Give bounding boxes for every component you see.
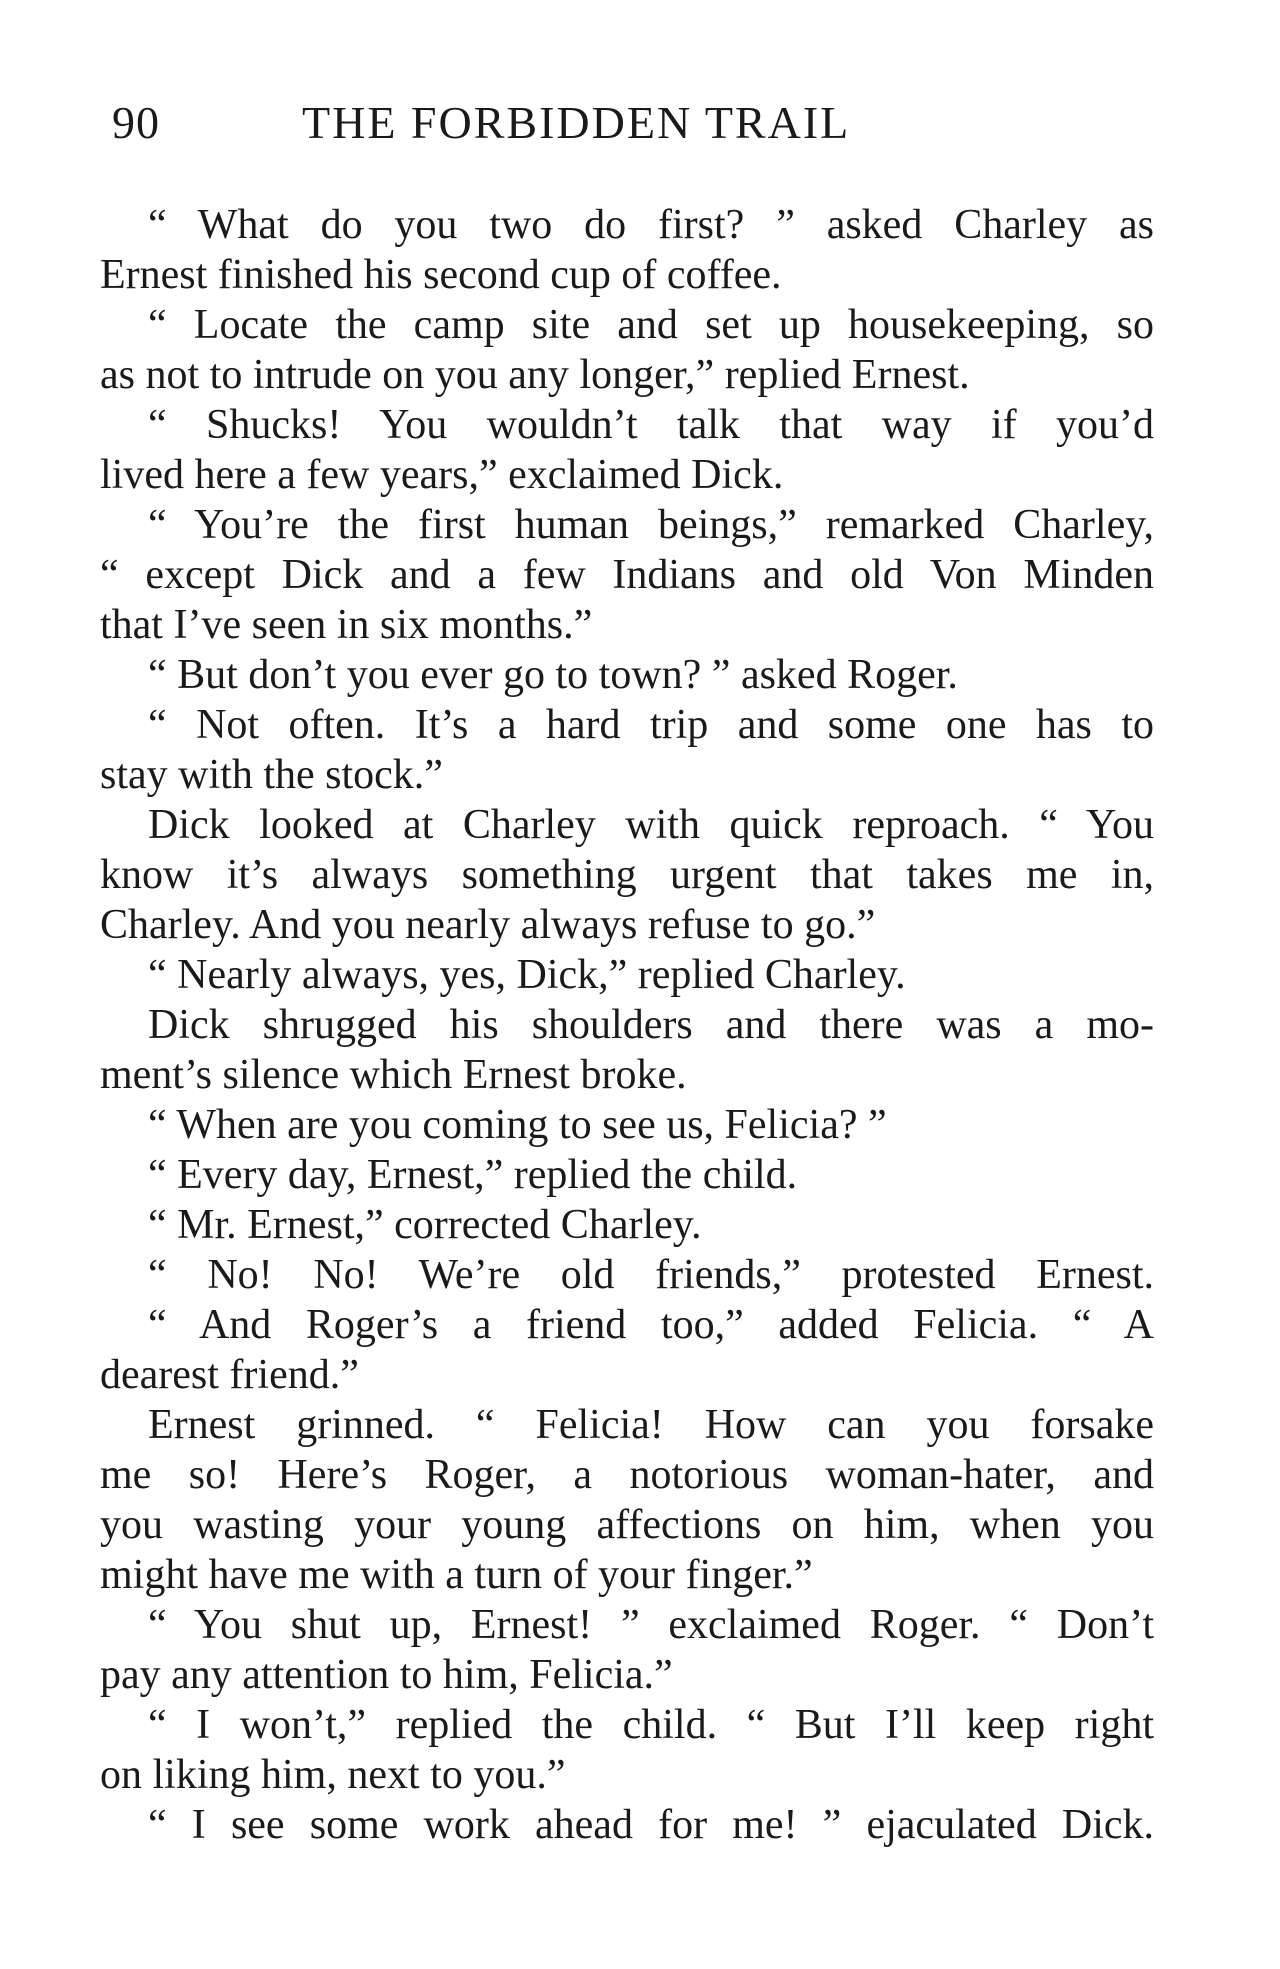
text-line: “ You shut up, Ernest! ” exclaimed Roger. “ Don’t — [148, 1602, 1154, 1648]
page-number: 90 — [112, 97, 160, 148]
text-line: pay any attention to him, Felicia.” — [100, 1652, 673, 1698]
text-line: “ Not often. It’s a hard trip and some one has to — [148, 702, 1154, 748]
running-title: THE FORBIDDEN TRAIL — [302, 97, 851, 148]
text-line: “ And Roger’s a friend too,” added Felicia. “ A — [148, 1302, 1154, 1348]
text-line: “ Nearly always, yes, Dick,” replied Charley. — [148, 952, 906, 998]
text-line: on liking him, next to you.” — [100, 1752, 566, 1798]
text-line: you wasting your young affections on him, when you — [100, 1502, 1154, 1548]
page-header — [100, 96, 1200, 156]
text-line: “ Every day, Ernest,” replied the child. — [148, 1152, 798, 1198]
text-line: “ Locate the camp site and set up housekeeping, so — [148, 302, 1154, 348]
text-line: “ No! No! We’re old friends,” protested Ernest. — [148, 1252, 1154, 1298]
text-line: me so! Here’s Roger, a notorious woman-hater, and — [100, 1452, 1154, 1498]
text-line: stay with the stock.” — [100, 752, 443, 798]
text-line: “ I won’t,” replied the child. “ But I’ll keep right — [148, 1702, 1154, 1748]
body-text — [100, 200, 1154, 1850]
text-line: “ I see some work ahead for me! ” ejaculated Dick. — [148, 1802, 1154, 1848]
text-line: as not to intrude on you any longer,” replied Ernest. — [100, 352, 970, 398]
text-line: Charley. And you nearly always refuse to go.” — [100, 902, 876, 948]
text-line: “ You’re the first human beings,” remarked Charley, — [148, 502, 1154, 548]
text-line: “ except Dick and a few Indians and old Von Minden — [100, 552, 1154, 598]
text-line: “ What do you two do first? ” asked Charley as — [148, 202, 1154, 248]
text-line: ment’s silence which Ernest broke. — [100, 1052, 687, 1098]
text-line: know it’s always something urgent that takes me in, — [100, 852, 1154, 898]
text-line: “ But don’t you ever go to town? ” asked Roger. — [148, 652, 958, 698]
text-line: “ Shucks! You wouldn’t talk that way if you’d — [148, 402, 1154, 448]
text-line: Ernest grinned. “ Felicia! How can you forsake — [148, 1402, 1154, 1448]
text-line: dearest friend.” — [100, 1352, 359, 1398]
text-line: Dick shrugged his shoulders and there was a mo- — [148, 1002, 1154, 1048]
text-line: “ Mr. Ernest,” corrected Charley. — [148, 1202, 702, 1248]
text-line: lived here a few years,” exclaimed Dick. — [100, 452, 784, 498]
text-line: might have me with a turn of your finger.” — [100, 1552, 813, 1598]
text-line: Ernest finished his second cup of coffee. — [100, 252, 782, 298]
text-line: “ When are you coming to see us, Felicia? ” — [148, 1102, 887, 1148]
text-line: that I’ve seen in six months.” — [100, 602, 593, 648]
text-line: Dick looked at Charley with quick reproach. “ You — [148, 802, 1154, 848]
